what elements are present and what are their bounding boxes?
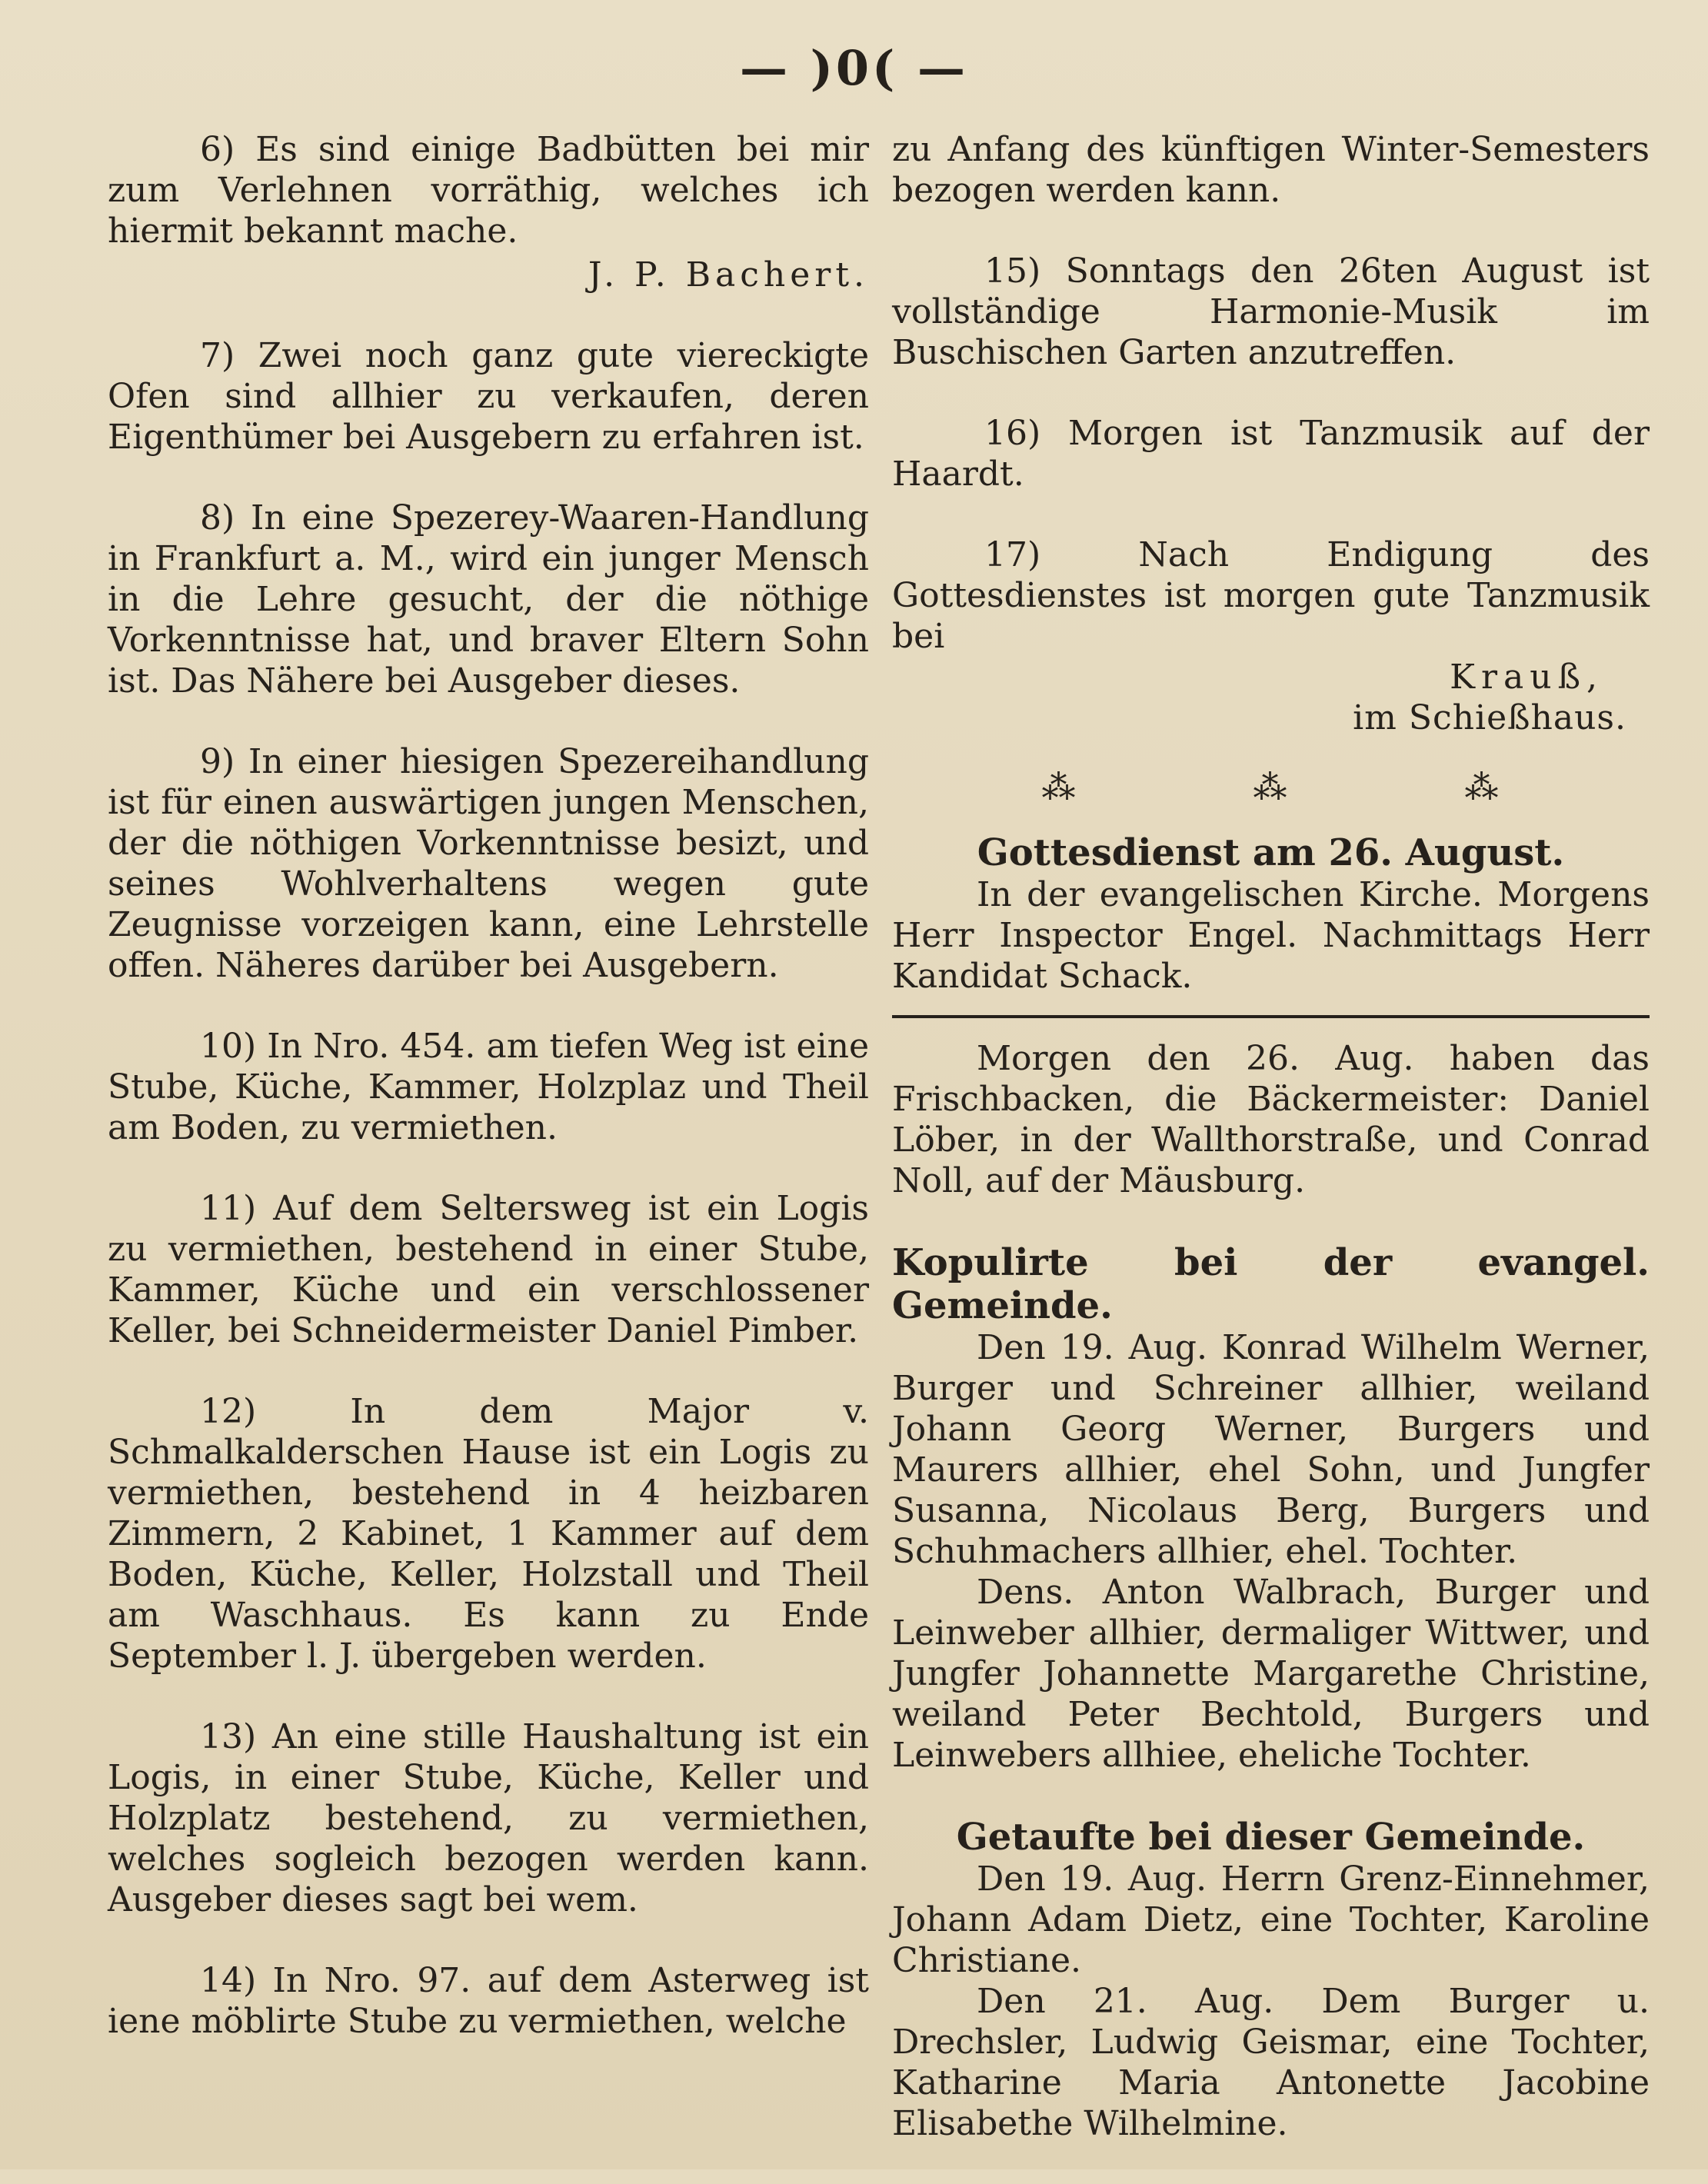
getaufte-entry: Den 21. Aug. Dem Burger u. Drechsler, Ludwig Geismar, eine Tochter, Katharine Maria Antonette Jacobine Elisabethe Wilhelmine.	[892, 1982, 1650, 2143]
notice-9	[108, 741, 869, 986]
notice-6	[108, 129, 869, 295]
kopulirte-heading: Kopulirte bei der evangel. Gemeinde.	[892, 1241, 1650, 1327]
baecker-text: Morgen den 26. Aug. haben das Frischbacken, die Bäckermeister: Daniel Löber, in der Wallthorstraße, und Conrad Noll, auf der Mäusburg.	[892, 1039, 1650, 1200]
notice-17-signature-name: Krauß,	[1450, 658, 1603, 697]
notice-10-text: 10) In Nro. 454. am tiefen Weg ist eine Stube, Küche, Kammer, Holzplaz und Theil am Boden, zu vermiethen.	[108, 1027, 869, 1147]
getaufte-heading: Getaufte bei dieser Gemeinde.	[956, 1816, 1586, 1859]
asterism-icon: ⁂	[1041, 768, 1077, 807]
section-divider	[892, 1015, 1650, 1018]
notice-6-text: 6) Es sind einige Badbütten bei mir zum Verlehnen vorräthig, welches ich hiermit bekannt mache.	[108, 130, 869, 251]
kopulirte-entry: Den 19. Aug. Konrad Wilhelm Werner, Burger und Schreiner allhier, weiland Johann Georg Werner, Burgers und Maurers allhier, ehel Sohn, und Jungfer Susanna, Nicolaus Berg, Burgers und Schuhmachers allhier, ehel. Tochter.	[892, 1328, 1650, 1571]
getaufte-entry: Den 19. Aug. Herrn Grenz-Einnehmer, Johann Adam Dietz, eine Tochter, Karoline Christiane.	[892, 1859, 1650, 1980]
notice-14-text: 14) In Nro. 97. auf dem Asterweg ist iene möblirte Stube zu vermiethen, welche	[108, 1961, 869, 2041]
notice-15-text: 15) Sonntags den 26ten August ist vollständige Harmonie-Musik im Buschischen Garten anzutreffen.	[892, 251, 1650, 372]
notice-16-text: 16) Morgen ist Tanzmusik auf der Haardt.	[892, 414, 1650, 494]
asterism-divider	[954, 767, 1588, 808]
notice-7-text: 7) Zwei noch ganz gute viereckigte Ofen sind allhier zu verkaufen, deren Eigenthümer bei Ausgebern zu erfahren ist.	[108, 336, 869, 457]
kopulirte-section	[892, 1327, 1650, 1776]
gottesdienst-heading: Gottesdienst am 26. August.	[977, 831, 1565, 874]
notice-14	[108, 1960, 869, 2042]
notice-9-text: 9) In einer hiesigen Spezereihandlung ist für einen auswärtigen jungen Menschen, der die nöthigen Vorkenntnisse besizt, und seines Wohlverhaltens wegen gute Zeugnisse vorzeigen kann, eine Lehrstelle offen. Näheres darüber bei Ausgebern.	[108, 742, 869, 985]
gottesdienst-section	[892, 874, 1650, 997]
notice-15	[892, 251, 1650, 373]
notice-17-signature-place: im Schießhaus.	[1353, 698, 1626, 737]
notice-8-text: 8) In eine Spezerey-Waaren-Handlung in Frankfurt a. M., wird ein junger Mensch in die Lehre gesucht, der die nöthige Vorkenntnisse hat, und braver Eltern Sohn ist. Das Nähere bei Ausgeber dieses.	[108, 498, 869, 701]
getaufte-section	[892, 1859, 1650, 2144]
asterism-icon: ⁂	[1253, 768, 1289, 807]
baecker-notice	[892, 1038, 1650, 1201]
notice-16	[892, 413, 1650, 494]
notice-17-text: 17) Nach Endigung des Gottesdienstes ist morgen gute Tanzmusik bei	[892, 535, 1650, 656]
notice-6-signature: J. P. Bachert.	[588, 255, 869, 295]
notice-8	[108, 498, 869, 701]
kopulirte-entry: Dens. Anton Walbrach, Burger und Leinweber allhier, dermaliger Wittwer, und Jungfer Johannette Margarethe Christine, weiland Peter Bechtold, Burgers und Leinwebers allhiee, eheliche Tochter.	[892, 1573, 1650, 1775]
notice-11	[108, 1188, 869, 1351]
notice-12-text: 12) In dem Major v. Schmalkalderschen Hause ist ein Logis zu vermiethen, bestehend in 4 heizbaren Zimmern, 2 Kabinet, 1 Kammer auf dem Boden, Küche, Keller, Holzstall und Theil am Waschhaus. Es kann zu Ende September l. J. übergeben werden.	[108, 1392, 869, 1676]
notice-13-text: 13) An eine stille Haushaltung ist ein Logis, in einer Stube, Küche, Keller und Holzplatz bestehend, zu vermiethen, welches sogleich bezogen werden kann. Ausgeber dieses sagt bei wem.	[108, 1717, 869, 1919]
page-number: — )0( —	[740, 40, 968, 96]
notice-14-continuation: zu Anfang des künftigen Winter-Semesters bezogen werden kann.	[892, 130, 1650, 210]
notice-17	[892, 534, 1650, 738]
right-column	[892, 129, 1650, 2184]
asterism-icon: ⁂	[1464, 768, 1500, 807]
notice-12	[108, 1391, 869, 1676]
notice-10	[108, 1026, 869, 1148]
left-column	[108, 129, 869, 2082]
gottesdienst-text: In der evangelischen Kirche. Morgens Herr Inspector Engel. Nachmittags Herr Kandidat Schack.	[892, 875, 1650, 996]
notice-7	[108, 335, 869, 458]
notice-11-text: 11) Auf dem Seltersweg ist ein Logis zu vermiethen, bestehend in einer Stube, Kammer, Küche und ein verschlossener Keller, bei Schneidermeister Daniel Pimber.	[108, 1189, 869, 1350]
notice-13	[108, 1716, 869, 1920]
